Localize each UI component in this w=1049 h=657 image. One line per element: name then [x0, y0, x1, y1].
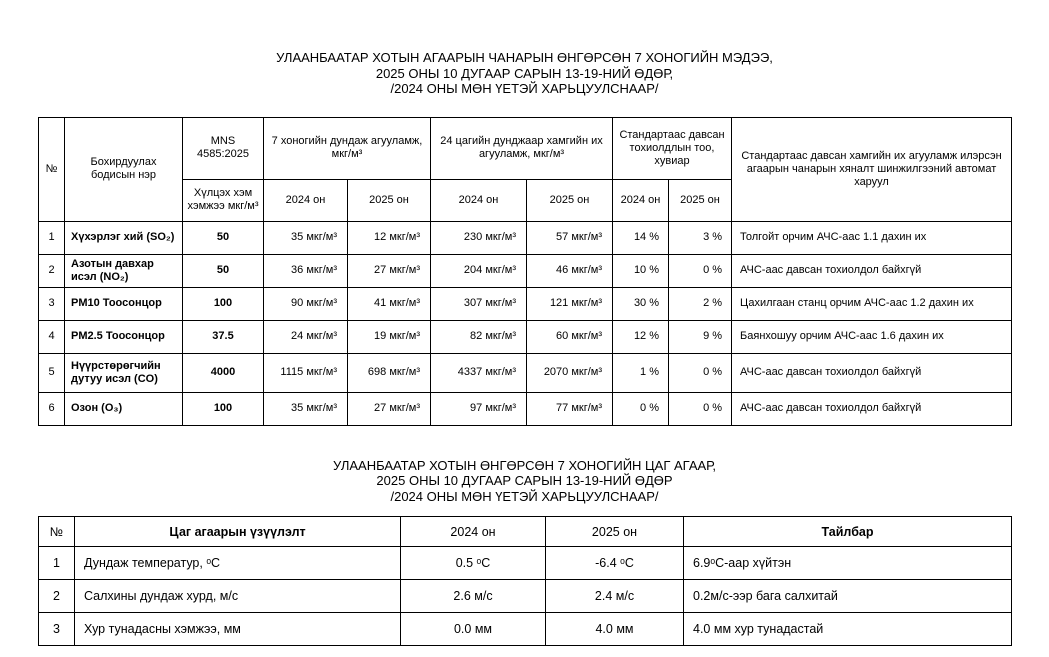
weather-table-header-row — [39, 517, 1012, 547]
weekly-2024-value: 35 мкг/м³ — [264, 392, 348, 425]
col-header-weekly-2025: 2025 он — [348, 179, 431, 221]
pollutant-name: Азотын давхар исэл (NO₂) — [65, 254, 183, 287]
station-note: АЧС-аас давсан тохиолдол байхгүй — [732, 392, 1012, 425]
col-header-exceed-2025: 2025 он — [669, 179, 732, 221]
exceed-2025-value: 2 % — [669, 287, 732, 320]
row-number: 5 — [39, 353, 65, 392]
row-number: 3 — [39, 613, 75, 646]
col-header-number: № — [39, 117, 65, 221]
exceed-2024-value: 1 % — [613, 353, 669, 392]
air-quality-title — [0, 0, 1049, 97]
col-header-note: Тайлбар — [684, 517, 1012, 547]
weather-title-line2: 2025 ОНЫ 10 ДУГААР САРЫН 13-19-НИЙ ӨДӨР — [376, 473, 673, 488]
table-row — [39, 613, 1012, 646]
air-quality-title-line3: /2024 ОНЫ МӨН ҮЕТЭЙ ХАРЬЦУУЛСНААР/ — [390, 81, 659, 96]
weather-table — [38, 516, 1012, 646]
row-number: 2 — [39, 254, 65, 287]
exceed-2024-value: 10 % — [613, 254, 669, 287]
station-note: АЧС-аас давсан тохиолдол байхгүй — [732, 353, 1012, 392]
indicator-name: Салхины дундаж хурд, м/с — [75, 580, 401, 613]
daily-2025-value: 121 мкг/м³ — [527, 287, 613, 320]
weekly-2024-value: 24 мкг/м³ — [264, 320, 348, 353]
value-2024: 2.6 м/с — [401, 580, 546, 613]
row-number: 2 — [39, 580, 75, 613]
exceed-2024-value: 14 % — [613, 221, 669, 254]
value-2024: 0.0 мм — [401, 613, 546, 646]
table-row — [39, 547, 1012, 580]
weekly-2025-value: 19 мкг/м³ — [348, 320, 431, 353]
pollutant-name: Хүхэрлэг хий (SO₂) — [65, 221, 183, 254]
weekly-2024-value: 1115 мкг/м³ — [264, 353, 348, 392]
limit-value: 4000 — [183, 353, 264, 392]
station-note: Баянхошуу орчим АЧС-аас 1.6 дахин их — [732, 320, 1012, 353]
col-header-2024: 2024 он — [401, 517, 546, 547]
table-row — [39, 392, 1012, 425]
row-number: 1 — [39, 221, 65, 254]
daily-2024-value: 97 мкг/м³ — [431, 392, 527, 425]
exceed-2025-value: 0 % — [669, 254, 732, 287]
daily-2024-value: 204 мкг/м³ — [431, 254, 527, 287]
row-number: 6 — [39, 392, 65, 425]
daily-2025-value: 60 мкг/м³ — [527, 320, 613, 353]
exceed-2025-value: 9 % — [669, 320, 732, 353]
exceed-2024-value: 0 % — [613, 392, 669, 425]
table-row — [39, 353, 1012, 392]
pollutant-name: PM2.5 Тоосонцор — [65, 320, 183, 353]
pollutant-name: Нүүрстөрөгчийн дутуу исэл (CO) — [65, 353, 183, 392]
limit-value: 100 — [183, 287, 264, 320]
table-row — [39, 580, 1012, 613]
row-number: 3 — [39, 287, 65, 320]
daily-2025-value: 46 мкг/м³ — [527, 254, 613, 287]
limit-value: 50 — [183, 221, 264, 254]
col-header-weekly-2024: 2024 он — [264, 179, 348, 221]
note-text: 0.2м/с-ээр бага салхитай — [684, 580, 1012, 613]
row-number: 4 — [39, 320, 65, 353]
row-number: 1 — [39, 547, 75, 580]
table-row — [39, 254, 1012, 287]
exceed-2025-value: 3 % — [669, 221, 732, 254]
note-text: 6.9ᵒС-аар хүйтэн — [684, 547, 1012, 580]
limit-value: 37.5 — [183, 320, 264, 353]
weekly-2025-value: 27 мкг/м³ — [348, 254, 431, 287]
note-text: 4.0 мм хур тунадастай — [684, 613, 1012, 646]
col-header-daily-max: 24 цагийн дунджаар хамгийн их агууламж, мкг/м³ — [431, 117, 613, 179]
station-note: АЧС-аас давсан тохиолдол байхгүй — [732, 254, 1012, 287]
daily-2024-value: 4337 мкг/м³ — [431, 353, 527, 392]
weekly-2025-value: 12 мкг/м³ — [348, 221, 431, 254]
table-row — [39, 320, 1012, 353]
weekly-2024-value: 35 мкг/м³ — [264, 221, 348, 254]
exceed-2024-value: 12 % — [613, 320, 669, 353]
indicator-name: Дундаж температур, ᵒС — [75, 547, 401, 580]
air-table-header-row-1 — [39, 117, 1012, 179]
pollutant-name: PM10 Тоосонцор — [65, 287, 183, 320]
daily-2024-value: 82 мкг/м³ — [431, 320, 527, 353]
exceed-2025-value: 0 % — [669, 353, 732, 392]
air-quality-table — [38, 117, 1012, 426]
col-header-limit: Хүлцэх хэм хэмжээ мкг/м³ — [183, 179, 264, 221]
table-row — [39, 221, 1012, 254]
weather-title-line3: /2024 ОНЫ МӨН ҮЕТЭЙ ХАРЬЦУУЛСНААР/ — [390, 488, 659, 504]
col-header-exceed-count: Стандартаас давсан тохиолдлын тоо, хувиар — [613, 117, 732, 179]
col-header-indicator: Цаг агаарын үзүүлэлт — [75, 517, 401, 547]
col-header-exceed-2024: 2024 он — [613, 179, 669, 221]
limit-value: 100 — [183, 392, 264, 425]
weather-title — [0, 458, 1049, 505]
weekly-2024-value: 36 мкг/м³ — [264, 254, 348, 287]
station-note: Толгойт орчим АЧС-аас 1.1 дахин их — [732, 221, 1012, 254]
daily-2024-value: 307 мкг/м³ — [431, 287, 527, 320]
col-header-daily-2025: 2025 он — [527, 179, 613, 221]
daily-2024-value: 230 мкг/м³ — [431, 221, 527, 254]
air-quality-title-line1: УЛААНБААТАР ХОТЫН АГААРЫН ЧАНАРЫН ӨНГӨРСӨН 7 ХОНОГИЙН МЭДЭЭ, — [276, 50, 773, 65]
pollutant-name: Озон (O₃) — [65, 392, 183, 425]
col-header-station: Стандартаас давсан хамгийн их агууламж илэрсэн агаарын чанарын хяналт шинжилгээний автомат харуул — [732, 117, 1012, 221]
limit-value: 50 — [183, 254, 264, 287]
daily-2025-value: 77 мкг/м³ — [527, 392, 613, 425]
col-header-pollutant: Бохирдуулах бодисын нэр — [65, 117, 183, 221]
weekly-2024-value: 90 мкг/м³ — [264, 287, 348, 320]
exceed-2024-value: 30 % — [613, 287, 669, 320]
daily-2025-value: 57 мкг/м³ — [527, 221, 613, 254]
weather-title-line1: УЛААНБААТАР ХОТЫН ӨНГӨРСӨН 7 ХОНОГИЙН ЦАГ АГААР, — [333, 457, 716, 473]
value-2025: -6.4 ᵒС — [546, 547, 684, 580]
value-2025: 2.4 м/с — [546, 580, 684, 613]
station-note: Цахилгаан станц орчим АЧС-аас 1.2 дахин их — [732, 287, 1012, 320]
table-row — [39, 287, 1012, 320]
col-header-mns-standard: MNS 4585:2025 — [183, 117, 264, 179]
value-2024: 0.5 ᵒС — [401, 547, 546, 580]
weekly-2025-value: 698 мкг/м³ — [348, 353, 431, 392]
value-2025: 4.0 мм — [546, 613, 684, 646]
air-quality-title-line2: 2025 ОНЫ 10 ДУГААР САРЫН 13-19-НИЙ ӨДӨР, — [375, 65, 674, 81]
col-header-daily-2024: 2024 он — [431, 179, 527, 221]
weekly-2025-value: 27 мкг/м³ — [348, 392, 431, 425]
col-header-2025: 2025 он — [546, 517, 684, 547]
exceed-2025-value: 0 % — [669, 392, 732, 425]
daily-2025-value: 2070 мкг/м³ — [527, 353, 613, 392]
indicator-name: Хур тунадасны хэмжээ, мм — [75, 613, 401, 646]
col-header-number: № — [39, 517, 75, 547]
col-header-weekly-average: 7 хоногийн дундаж агууламж, мкг/м³ — [264, 117, 431, 179]
weekly-2025-value: 41 мкг/м³ — [348, 287, 431, 320]
